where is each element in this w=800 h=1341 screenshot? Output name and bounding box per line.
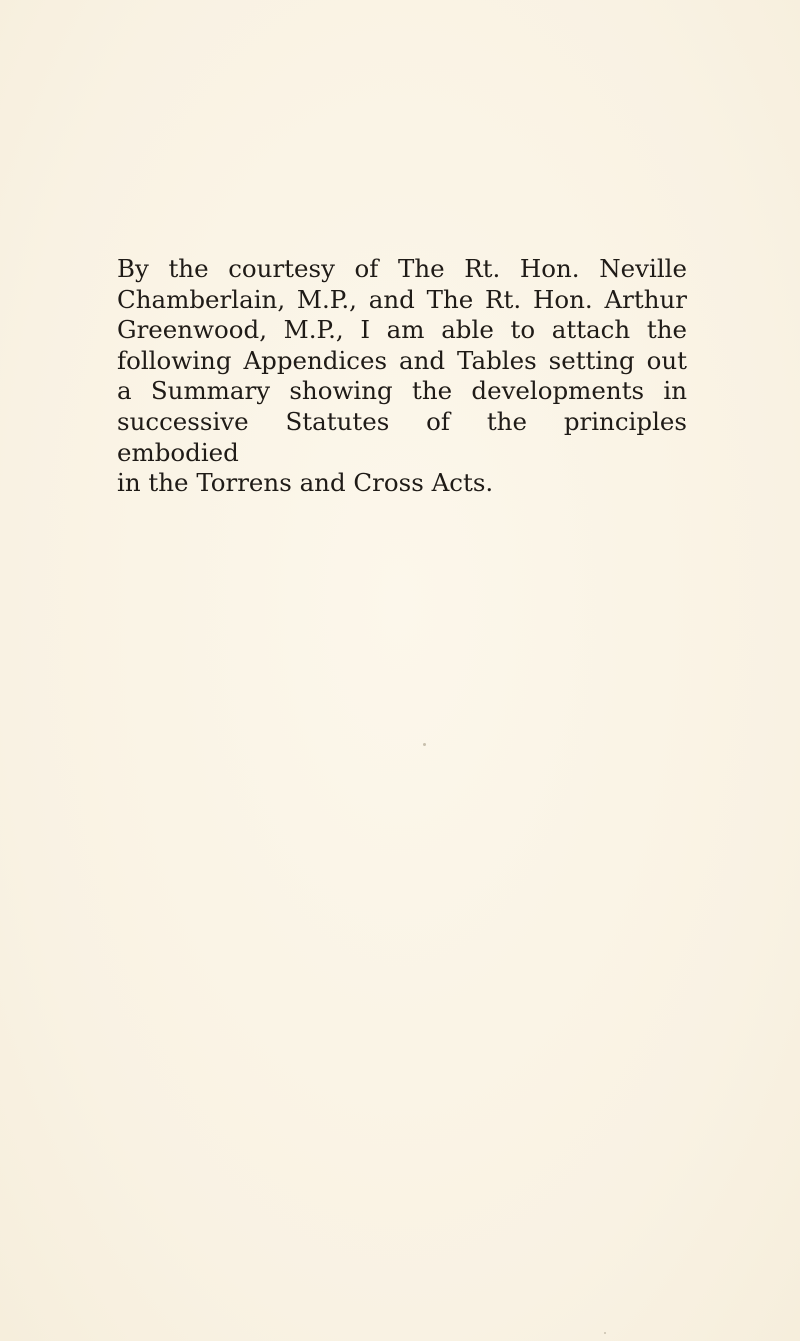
paragraph-line-5: a Summary showing the developments in — [117, 376, 687, 406]
paragraph-line-1: By the courtesy of The Rt. Hon. Neville — [117, 254, 687, 283]
paragraph-line-2: Chamberlain, M.P., and The Rt. Hon. Arthur — [117, 284, 687, 314]
paragraph-line-7: in the Torrens and Cross Acts. — [117, 468, 494, 498]
acknowledgement-paragraph — [117, 254, 687, 499]
paper-speck — [423, 743, 426, 746]
paragraph-line-6: successive Statutes of the principles embodied — [117, 406, 687, 467]
paragraph-line-3: Greenwood, M.P., I am able to attach the — [117, 315, 687, 345]
paragraph-line-4: following Appendices and Tables setting out — [117, 345, 687, 375]
paper-speck — [604, 1332, 606, 1334]
